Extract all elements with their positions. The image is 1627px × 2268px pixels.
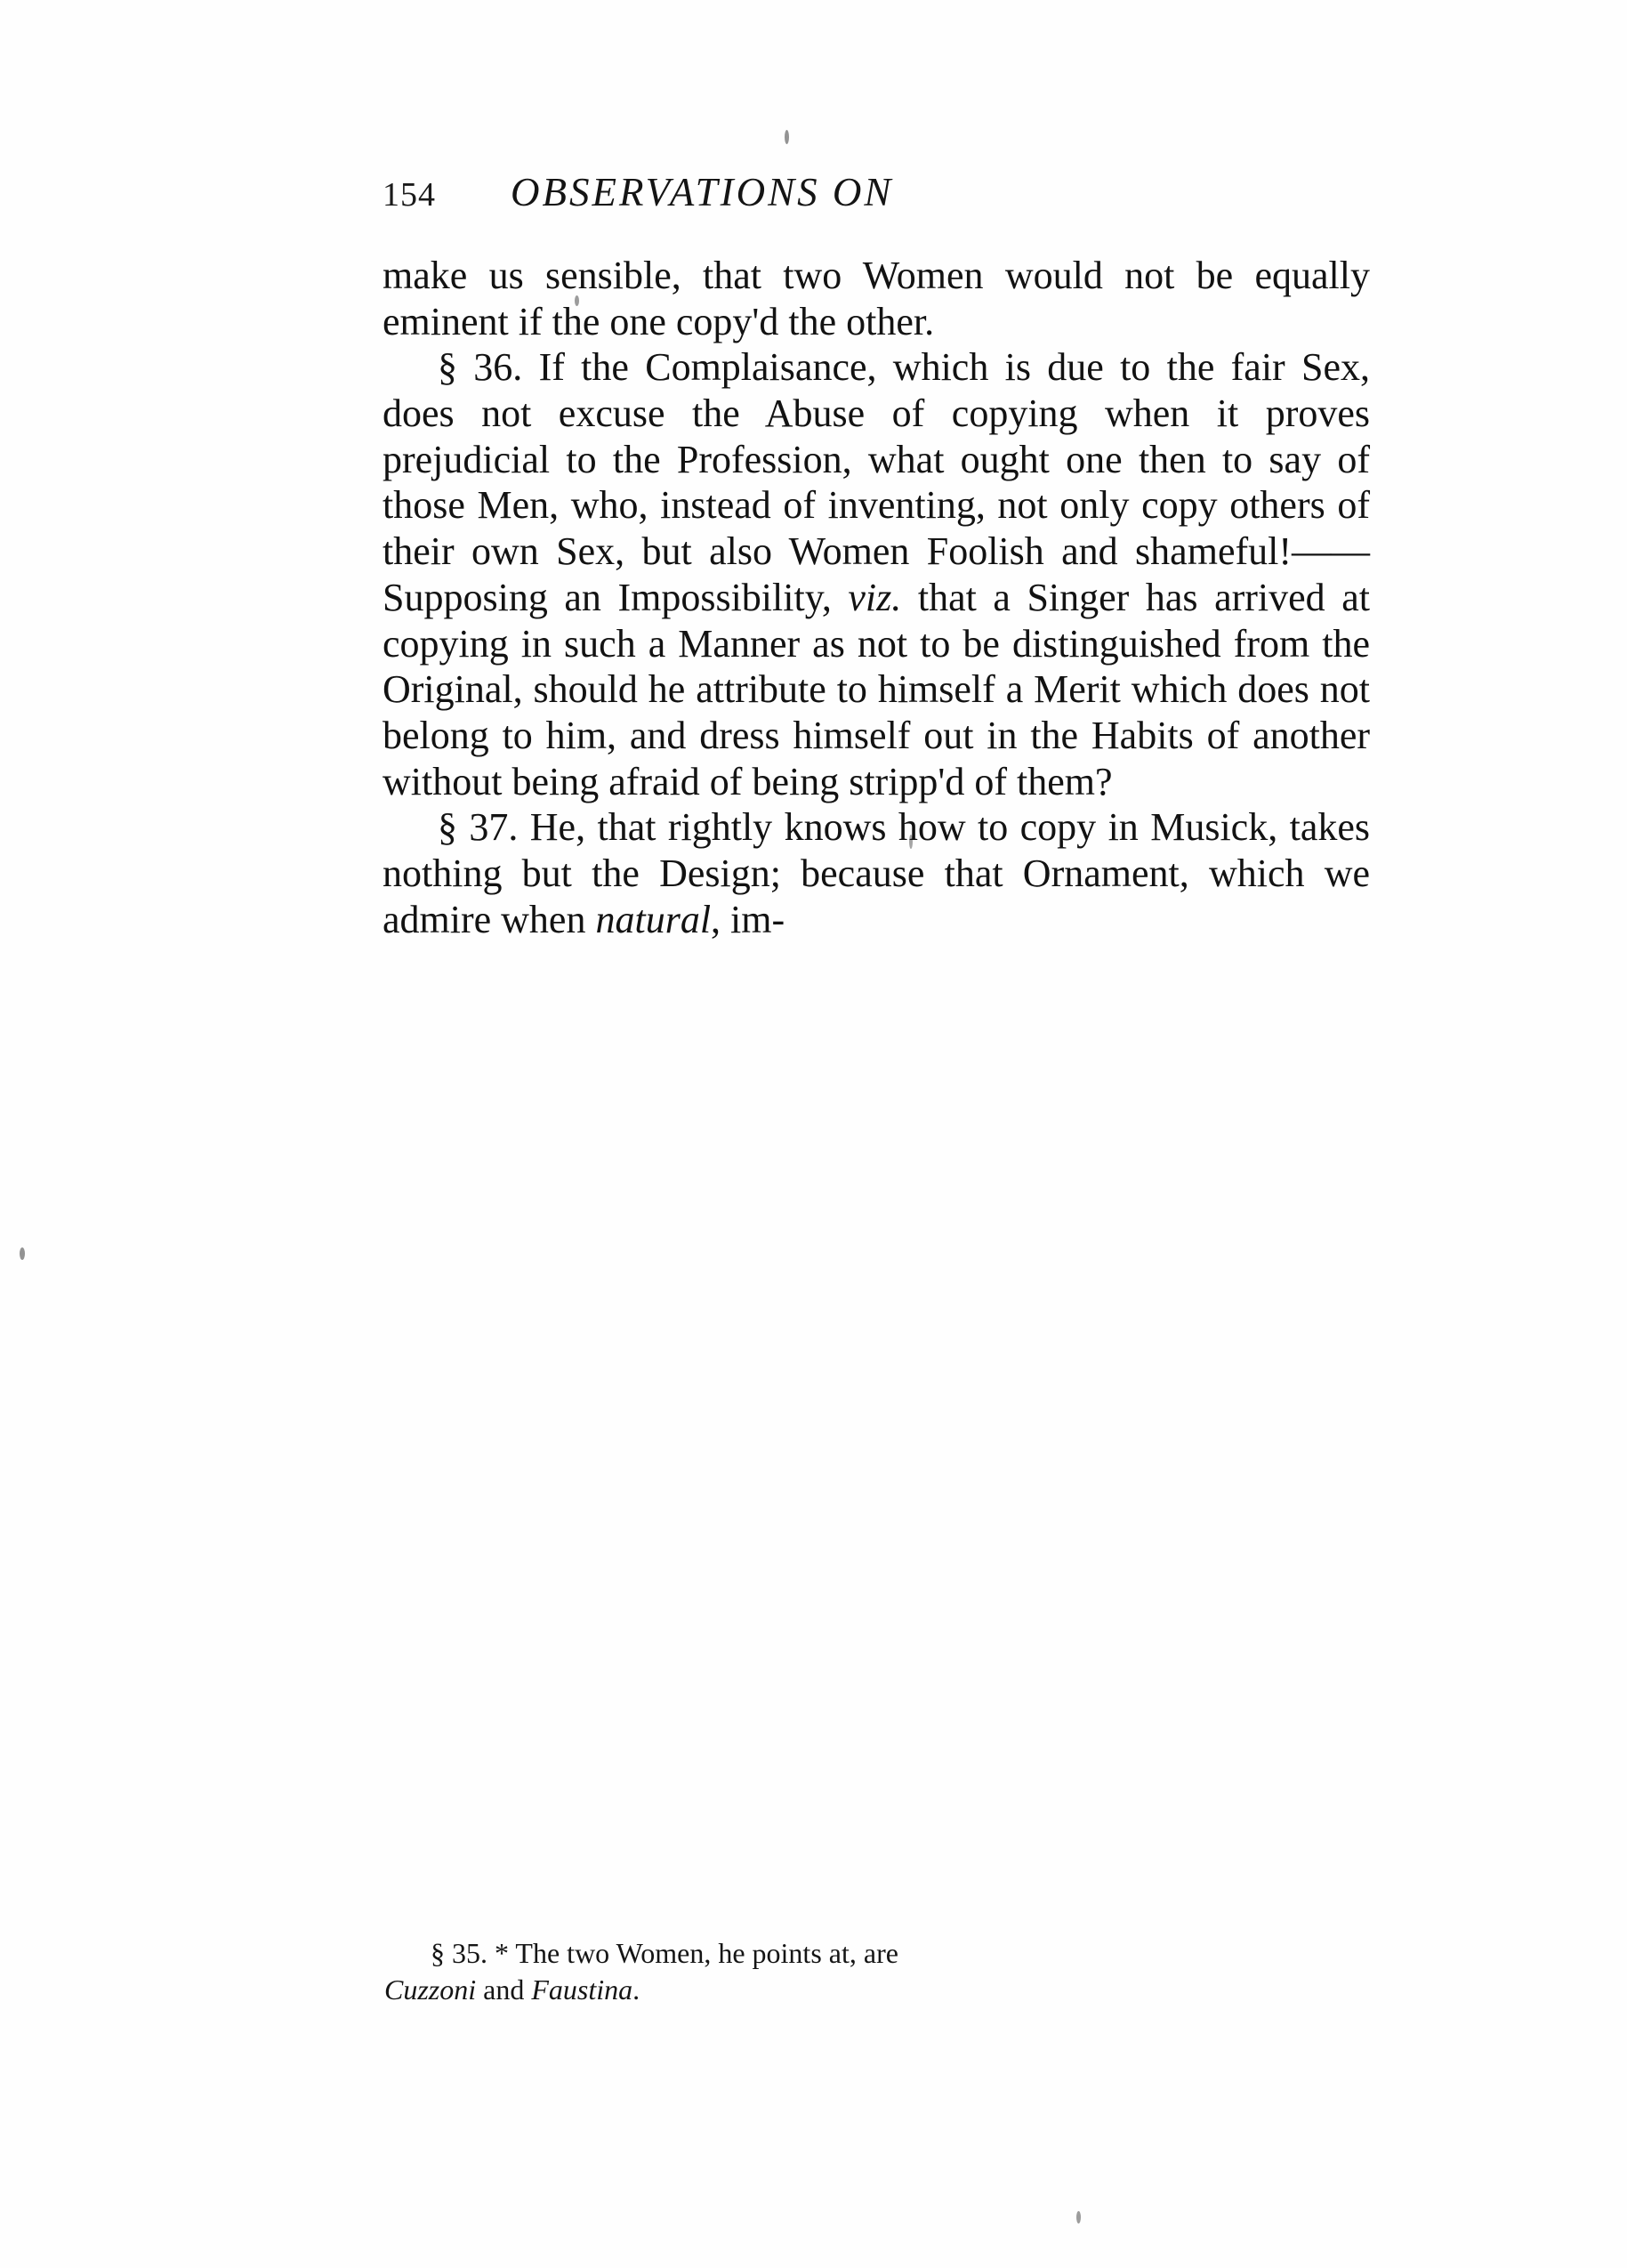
paragraph-3 xyxy=(383,804,1370,942)
paper-speck xyxy=(1076,2211,1081,2224)
footnote-italic-name-2: Faustina xyxy=(531,1973,633,2006)
paragraph-3-italic: natural xyxy=(595,897,712,941)
paragraph-1-text: make us sensible, that two Women would not be equally eminent if the one copy'd the other. xyxy=(383,254,1370,343)
paper-speck xyxy=(785,130,789,144)
page-content xyxy=(383,169,1370,942)
footnote-italic-name-1: Cuzzoni xyxy=(384,1973,477,2006)
footnote-line-1-text: § 35. * The two Women, he points at, are xyxy=(431,1937,898,1969)
paragraph-2-text-before: § 36. If the Complaisance, which is due to the fair Sex, does not excuse the Abuse of copying when it proves prejudicial to the Profession, what ought one then to say of those Men, who, instead of inventing, not only copy others of their own Sex, but also Women Foolish and shameful!—— Supposing an Impossibility, xyxy=(383,345,1370,619)
page-number: 154 xyxy=(383,176,436,214)
footnote-line-2 xyxy=(384,1972,1376,2008)
paragraph-1 xyxy=(383,253,1370,344)
page-header xyxy=(383,169,1370,215)
body-text xyxy=(383,253,1370,942)
footnote xyxy=(384,1935,1376,2008)
footnote-line-1 xyxy=(384,1935,1376,1972)
paragraph-2 xyxy=(383,344,1370,804)
paragraph-2-text-after: that a Singer has arrived at copying in such a Manner as not to be distinguished from the Original, should he attribute to himself a Merit which does not belong to him, and dress himself out in the Habits of another without being afraid of being stripp'd of them? xyxy=(383,575,1370,803)
paragraph-3-text-before: § 37. He, that rightly knows how to copy in Musick, takes nothing but the Design; because that Ornament, which we admire when xyxy=(383,805,1370,941)
paragraph-2-italic: viz. xyxy=(848,575,902,619)
running-title: OBSERVATIONS ON xyxy=(511,170,894,214)
footnote-conjunction: and xyxy=(476,1973,532,2006)
paper-speck xyxy=(20,1247,25,1260)
footnote-period: . xyxy=(632,1973,640,2006)
paragraph-3-text-after: , im- xyxy=(711,897,785,941)
